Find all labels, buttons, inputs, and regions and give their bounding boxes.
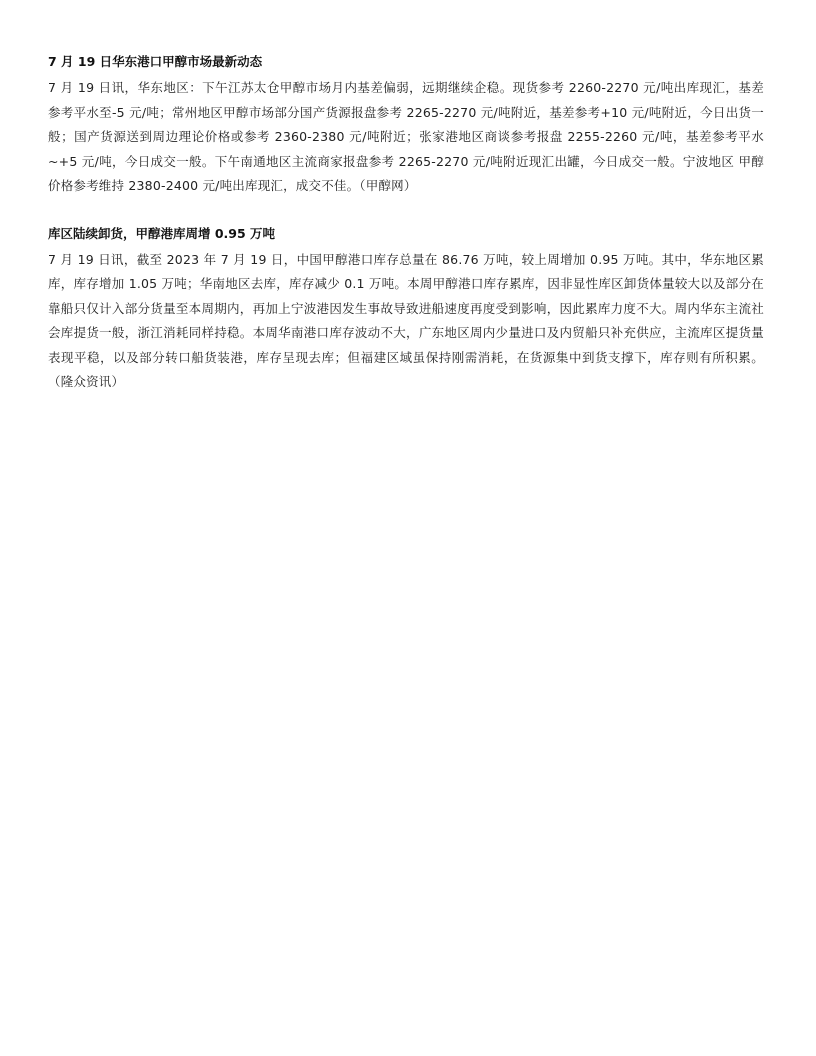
article-title: 库区陆续卸货，甲醇港库周增 0.95 万吨 <box>48 225 276 241</box>
article-port-inventory <box>48 225 768 395</box>
article-title: 7 月 19 日华东港口甲醇市场最新动态 <box>48 54 263 69</box>
article-body: 7 月 19 日讯，华东地区：下午江苏太仓甲醇市场月内基差偏弱，远期继续企稳。现货参考 2260-2270 元/吨出库现汇，基差参考平水至-5 元/吨；常州地区甲醇市场部分国产货源报盘参考 2265-2270 元/吨附近，基差参考+10 元/吨附近，今日出货一般；国产货源送到周边理论价格或参考 2360-2380 元/吨附近；张家港地区商谈参考报盘 2255-2260 元/吨，基差参考平水~+5 元/吨，今日成交一般。下午南通地区主流商家报盘参考 2265-2270 元/吨附近现汇出罐，今日成交一般。宁波地区 甲醇价格参考维持 2380-2400 元/吨出库现汇，成交不佳。（甲醇网） <box>48 80 764 193</box>
article-body: 7 月 19 日讯，截至 2023 年 7 月 19 日，中国甲醇港口库存总量在 86.76 万吨，较上周增加 0.95 万吨。其中，华东地区累库，库存增加 1.05 万吨；华南地区去库，库存减少 0.1 万吨。本周甲醇港口库存累库，因非显性库区卸货体量较大以及部分在靠船只仅计入部分货量至本周期内，再加上宁波港因发生事故导致进船速度再度受到影响，因此累库力度不大。周内华东主流社会库提货一般，浙江消耗同样持稳。本周华南港口库存波动不大，广东地区周内少量进口及内贸船只补充供应，主流库区提货量表现平稳，以及部分转口船货装港，库存呈现去库；但福建区域虽保持刚需消耗，在货源集中到货支撑下，库存则有所积累。（隆众资讯） <box>48 251 764 389</box>
article-port-market <box>48 53 768 199</box>
